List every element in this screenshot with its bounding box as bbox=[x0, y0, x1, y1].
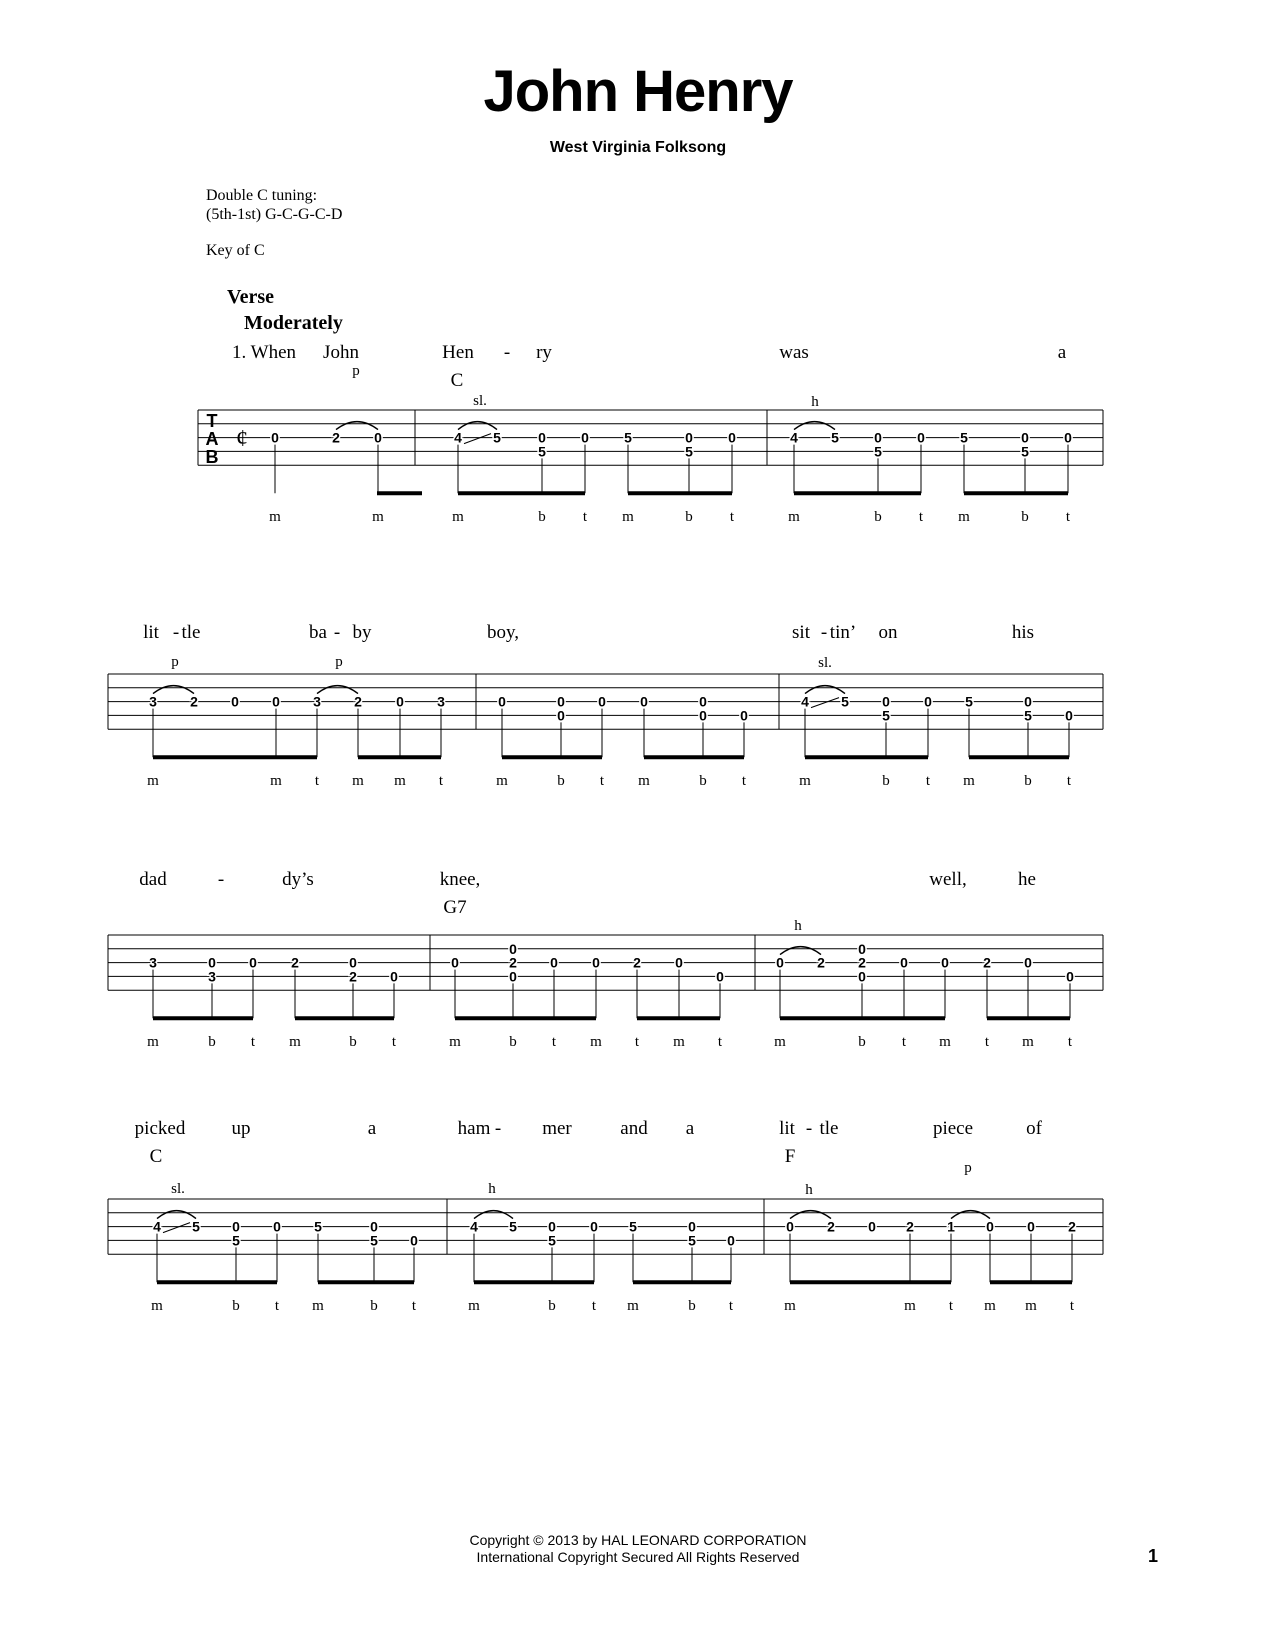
lyric-syllable: he bbox=[1018, 869, 1036, 890]
picking-finger: m bbox=[799, 773, 811, 790]
song-title: John Henry bbox=[483, 59, 793, 124]
fret-number: 0 bbox=[498, 693, 506, 710]
slide-line bbox=[464, 434, 491, 444]
fret-number: 2 bbox=[509, 954, 517, 971]
picking-finger: t bbox=[250, 1034, 256, 1051]
fret-number: 0 bbox=[640, 693, 648, 710]
picking-finger: t bbox=[1066, 773, 1072, 790]
fret-number: 0 bbox=[728, 429, 736, 446]
fret-number: 0 bbox=[924, 693, 932, 710]
picking-finger: t bbox=[591, 1298, 597, 1315]
picking-finger: t bbox=[948, 1298, 954, 1315]
fret-number: 0 bbox=[699, 693, 707, 710]
lyric-syllable: tle bbox=[819, 1118, 839, 1139]
fret-number: 1 bbox=[947, 1218, 955, 1235]
lyric-syllable: dy’s bbox=[282, 869, 314, 890]
picking-finger: b bbox=[699, 773, 707, 790]
picking-finger: t bbox=[314, 773, 320, 790]
picking-finger: t bbox=[728, 1298, 734, 1315]
picking-finger: m bbox=[963, 773, 975, 790]
fret-number: 0 bbox=[550, 954, 558, 971]
fret-number: 0 bbox=[349, 954, 357, 971]
fret-number: 3 bbox=[208, 968, 216, 985]
technique-marking: p bbox=[964, 1160, 972, 1176]
fret-number: 0 bbox=[900, 954, 908, 971]
picking-finger: t bbox=[582, 509, 588, 526]
fret-number: 0 bbox=[232, 1218, 240, 1235]
fret-number: 0 bbox=[868, 1218, 876, 1235]
technique-marking: sl. bbox=[171, 1181, 185, 1197]
picking-finger: m bbox=[590, 1034, 602, 1051]
section-label: Verse bbox=[227, 286, 275, 308]
picking-finger: b bbox=[509, 1034, 517, 1051]
fret-number: 0 bbox=[858, 940, 866, 957]
fret-number: 0 bbox=[208, 954, 216, 971]
fret-number: 3 bbox=[149, 693, 157, 710]
fret-number: 0 bbox=[675, 954, 683, 971]
picking-finger: b bbox=[882, 773, 890, 790]
fret-number: 0 bbox=[858, 968, 866, 985]
technique-marking: p bbox=[335, 654, 343, 670]
lyric-syllable: a bbox=[367, 1118, 377, 1139]
fret-number: 0 bbox=[1024, 954, 1032, 971]
technique-marking: p bbox=[352, 363, 360, 379]
lyric-syllable: - bbox=[172, 622, 180, 643]
lyric-syllable: ry bbox=[536, 342, 552, 363]
fret-number: 0 bbox=[396, 693, 404, 710]
fret-number: 5 bbox=[874, 443, 882, 460]
fret-number: 0 bbox=[272, 693, 280, 710]
picking-finger: m bbox=[289, 1034, 301, 1051]
slide-line bbox=[811, 698, 839, 708]
cut-time-symbol: ¢ bbox=[236, 426, 248, 452]
fret-number: 0 bbox=[451, 954, 459, 971]
tie-arc bbox=[951, 1211, 990, 1219]
fret-number: 0 bbox=[271, 429, 279, 446]
tie-arc bbox=[794, 422, 835, 430]
picking-finger: m bbox=[1022, 1034, 1034, 1051]
fret-number: 4 bbox=[470, 1218, 478, 1235]
lyric-syllable: - bbox=[333, 622, 341, 643]
fret-number: 0 bbox=[941, 954, 949, 971]
copyright-line-2: International Copyright Secured All Rights Reserved bbox=[476, 1549, 800, 1565]
lyric-syllable: on bbox=[878, 622, 898, 643]
lyric-syllable: ba bbox=[309, 622, 327, 643]
picking-finger: b bbox=[1024, 773, 1032, 790]
technique-marking: h bbox=[488, 1181, 496, 1197]
lyric-syllable: - bbox=[217, 869, 225, 890]
picking-finger: m bbox=[622, 509, 634, 526]
picking-finger: b bbox=[1021, 509, 1029, 526]
picking-finger: m bbox=[496, 773, 508, 790]
fret-number: 2 bbox=[983, 954, 991, 971]
fret-number: 0 bbox=[740, 707, 748, 724]
picking-finger: t bbox=[901, 1034, 907, 1051]
lyric-syllable: of bbox=[1026, 1118, 1042, 1139]
picking-finger: m bbox=[939, 1034, 951, 1051]
technique-marking: sl. bbox=[818, 655, 832, 671]
fret-number: 0 bbox=[557, 707, 565, 724]
slide-arc bbox=[805, 686, 845, 694]
slide-arc bbox=[458, 422, 497, 430]
fret-number: 0 bbox=[231, 693, 239, 710]
tuning-line-1: Double C tuning: bbox=[206, 187, 318, 204]
copyright-line-1: Copyright © 2013 by HAL LEONARD CORPORATION bbox=[469, 1532, 807, 1548]
page-number: 1 bbox=[1148, 1546, 1159, 1566]
picking-finger: m bbox=[372, 509, 384, 526]
lyric-syllable: boy, bbox=[486, 622, 520, 643]
fret-number: 5 bbox=[624, 429, 632, 446]
fret-number: 2 bbox=[817, 954, 825, 971]
fret-number: 0 bbox=[538, 429, 546, 446]
picking-finger: t bbox=[1065, 509, 1071, 526]
fret-number: 0 bbox=[581, 429, 589, 446]
lyric-syllable: - bbox=[503, 342, 511, 363]
picking-finger: m bbox=[352, 773, 364, 790]
fret-number: 0 bbox=[410, 1232, 418, 1249]
fret-number: 5 bbox=[882, 707, 890, 724]
slide-arc bbox=[157, 1211, 196, 1219]
fret-number: 5 bbox=[192, 1218, 200, 1235]
fret-number: 5 bbox=[965, 693, 973, 710]
picking-finger: b bbox=[232, 1298, 240, 1315]
picking-finger: b bbox=[538, 509, 546, 526]
picking-finger: m bbox=[958, 509, 970, 526]
tab-clef-letter: B bbox=[205, 447, 219, 467]
lyric-syllable: - bbox=[805, 1118, 813, 1139]
picking-finger: m bbox=[147, 1034, 159, 1051]
fret-number: 5 bbox=[629, 1218, 637, 1235]
fret-number: 0 bbox=[592, 954, 600, 971]
picking-finger: m bbox=[774, 1034, 786, 1051]
fret-number: 2 bbox=[354, 693, 362, 710]
picking-finger: m bbox=[904, 1298, 916, 1315]
lyric-syllable: piece bbox=[932, 1118, 974, 1139]
fret-number: 0 bbox=[374, 429, 382, 446]
slide-line bbox=[163, 1223, 190, 1233]
fret-number: 2 bbox=[906, 1218, 914, 1235]
fret-number: 2 bbox=[858, 954, 866, 971]
fret-number: 5 bbox=[314, 1218, 322, 1235]
fret-number: 0 bbox=[727, 1232, 735, 1249]
fret-number: 4 bbox=[153, 1218, 161, 1235]
tie-arc bbox=[336, 422, 378, 430]
tie-arc bbox=[317, 686, 358, 694]
technique-marking: sl. bbox=[473, 393, 487, 409]
picking-finger: t bbox=[1067, 1034, 1073, 1051]
fret-number: 0 bbox=[776, 954, 784, 971]
fret-number: 5 bbox=[548, 1232, 556, 1249]
picking-finger: m bbox=[638, 773, 650, 790]
fret-number: 2 bbox=[291, 954, 299, 971]
picking-finger: t bbox=[274, 1298, 280, 1315]
fret-number: 0 bbox=[273, 1218, 281, 1235]
tie-arc bbox=[153, 686, 194, 694]
fret-number: 2 bbox=[827, 1218, 835, 1235]
fret-number: 3 bbox=[313, 693, 321, 710]
lyric-syllable: - bbox=[494, 1118, 502, 1139]
picking-finger: m bbox=[468, 1298, 480, 1315]
technique-marking: h bbox=[811, 394, 819, 410]
tie-arc bbox=[790, 1211, 831, 1219]
picking-finger: t bbox=[729, 509, 735, 526]
picking-finger: t bbox=[599, 773, 605, 790]
song-subtitle: West Virginia Folksong bbox=[549, 139, 727, 156]
tuning-line-2: (5th-1st) G-C-G-C-D bbox=[206, 206, 343, 223]
fret-number: 4 bbox=[801, 693, 809, 710]
picking-finger: m bbox=[673, 1034, 685, 1051]
fret-number: 0 bbox=[370, 1218, 378, 1235]
chord-symbol: C bbox=[149, 1146, 163, 1167]
picking-finger: m bbox=[452, 509, 464, 526]
fret-number: 5 bbox=[232, 1232, 240, 1249]
picking-finger: m bbox=[449, 1034, 461, 1051]
picking-finger: t bbox=[391, 1034, 397, 1051]
picking-finger: b bbox=[858, 1034, 866, 1051]
lyric-syllable: tin’ bbox=[829, 622, 857, 643]
picking-finger: t bbox=[918, 509, 924, 526]
picking-finger: t bbox=[925, 773, 931, 790]
fret-number: 0 bbox=[1064, 429, 1072, 446]
fret-number: 0 bbox=[1065, 707, 1073, 724]
copyright-footer bbox=[0, 1532, 1276, 1566]
lyric-syllable: was bbox=[779, 342, 809, 363]
fret-number: 0 bbox=[598, 693, 606, 710]
fret-number: 5 bbox=[493, 429, 501, 446]
fret-number: 2 bbox=[332, 429, 340, 446]
fret-number: 0 bbox=[1021, 429, 1029, 446]
technique-marking: h bbox=[794, 918, 802, 934]
picking-finger: b bbox=[685, 509, 693, 526]
picking-finger: m bbox=[270, 773, 282, 790]
fret-number: 0 bbox=[882, 693, 890, 710]
lyric-syllable: a bbox=[685, 1118, 695, 1139]
lyric-syllable: - bbox=[820, 622, 828, 643]
picking-finger: b bbox=[349, 1034, 357, 1051]
fret-number: 0 bbox=[509, 940, 517, 957]
picking-finger: m bbox=[312, 1298, 324, 1315]
fret-number: 0 bbox=[249, 954, 257, 971]
picking-finger: t bbox=[1069, 1298, 1075, 1315]
fret-number: 2 bbox=[633, 954, 641, 971]
tab-clef-letter: T bbox=[206, 411, 218, 431]
fret-number: 0 bbox=[699, 707, 707, 724]
picking-finger: m bbox=[784, 1298, 796, 1315]
picking-finger: t bbox=[984, 1034, 990, 1051]
fret-number: 5 bbox=[1024, 707, 1032, 724]
lyric-syllable: well, bbox=[929, 869, 967, 890]
technique-marking: h bbox=[805, 1182, 813, 1198]
fret-number: 0 bbox=[557, 693, 565, 710]
picking-finger: m bbox=[984, 1298, 996, 1315]
fret-number: 5 bbox=[509, 1218, 517, 1235]
lyric-syllable: dad bbox=[139, 869, 167, 890]
lyric-syllable: and bbox=[620, 1118, 648, 1139]
fret-number: 2 bbox=[349, 968, 357, 985]
fret-number: 2 bbox=[1068, 1218, 1076, 1235]
fret-number: 0 bbox=[509, 968, 517, 985]
chord-symbol: G7 bbox=[443, 897, 467, 918]
lyric-syllable: by bbox=[352, 622, 372, 643]
technique-marking: p bbox=[171, 654, 179, 670]
picking-finger: m bbox=[788, 509, 800, 526]
fret-number: 0 bbox=[390, 968, 398, 985]
lyric-syllable: lit bbox=[143, 622, 159, 643]
picking-finger: t bbox=[551, 1034, 557, 1051]
picking-finger: b bbox=[688, 1298, 696, 1315]
lyric-syllable: sit bbox=[792, 622, 810, 643]
picking-finger: t bbox=[411, 1298, 417, 1315]
picking-finger: b bbox=[557, 773, 565, 790]
fret-number: 0 bbox=[590, 1218, 598, 1235]
picking-finger: m bbox=[269, 509, 281, 526]
fret-number: 4 bbox=[790, 429, 798, 446]
picking-finger: t bbox=[634, 1034, 640, 1051]
fret-number: 5 bbox=[841, 693, 849, 710]
fret-number: 0 bbox=[986, 1218, 994, 1235]
fret-number: 0 bbox=[1066, 968, 1074, 985]
fret-number: 0 bbox=[716, 968, 724, 985]
lyric-syllable: picked bbox=[134, 1118, 186, 1139]
picking-finger: m bbox=[394, 773, 406, 790]
fret-number: 5 bbox=[1021, 443, 1029, 460]
lyric-syllable: ham bbox=[457, 1118, 491, 1139]
picking-finger: b bbox=[874, 509, 882, 526]
fret-number: 0 bbox=[874, 429, 882, 446]
fret-number: 0 bbox=[786, 1218, 794, 1235]
fret-number: 3 bbox=[149, 954, 157, 971]
fret-number: 5 bbox=[370, 1232, 378, 1249]
picking-finger: m bbox=[1025, 1298, 1037, 1315]
tempo-marking: Moderately bbox=[244, 312, 343, 334]
key-note: Key of C bbox=[206, 242, 265, 259]
lyric-syllable: John bbox=[323, 342, 359, 363]
fret-number: 5 bbox=[688, 1232, 696, 1249]
fret-number: 5 bbox=[685, 443, 693, 460]
picking-finger: b bbox=[208, 1034, 216, 1051]
chord-symbol: F bbox=[784, 1146, 796, 1167]
fret-number: 0 bbox=[548, 1218, 556, 1235]
fret-number: 0 bbox=[917, 429, 925, 446]
fret-number: 0 bbox=[1027, 1218, 1035, 1235]
lyric-syllable: his bbox=[1011, 622, 1035, 643]
tie-arc bbox=[474, 1211, 513, 1219]
picking-finger: t bbox=[741, 773, 747, 790]
picking-finger: m bbox=[151, 1298, 163, 1315]
fret-number: 0 bbox=[688, 1218, 696, 1235]
picking-finger: b bbox=[548, 1298, 556, 1315]
picking-finger: t bbox=[438, 773, 444, 790]
picking-finger: t bbox=[717, 1034, 723, 1051]
fret-number: 5 bbox=[960, 429, 968, 446]
picking-finger: b bbox=[370, 1298, 378, 1315]
tab-clef-letter: A bbox=[205, 429, 219, 449]
lyric-syllable: 1. When bbox=[231, 342, 297, 363]
lyric-syllable: up bbox=[231, 1118, 251, 1139]
lyric-syllable: Hen bbox=[442, 342, 474, 363]
chord-symbol: C bbox=[450, 370, 464, 391]
fret-number: 0 bbox=[685, 429, 693, 446]
tie-arc bbox=[780, 947, 821, 955]
fret-number: 5 bbox=[538, 443, 546, 460]
lyric-syllable: mer bbox=[542, 1118, 572, 1139]
lyric-syllable: lit bbox=[779, 1118, 795, 1139]
lyric-syllable: knee, bbox=[439, 869, 481, 890]
lyric-syllable: tle bbox=[181, 622, 201, 643]
fret-number: 2 bbox=[190, 693, 198, 710]
picking-finger: m bbox=[147, 773, 159, 790]
fret-number: 0 bbox=[1024, 693, 1032, 710]
picking-finger: m bbox=[627, 1298, 639, 1315]
fret-number: 3 bbox=[437, 693, 445, 710]
lyric-syllable: a bbox=[1057, 342, 1067, 363]
fret-number: 5 bbox=[831, 429, 839, 446]
fret-number: 4 bbox=[454, 429, 462, 446]
